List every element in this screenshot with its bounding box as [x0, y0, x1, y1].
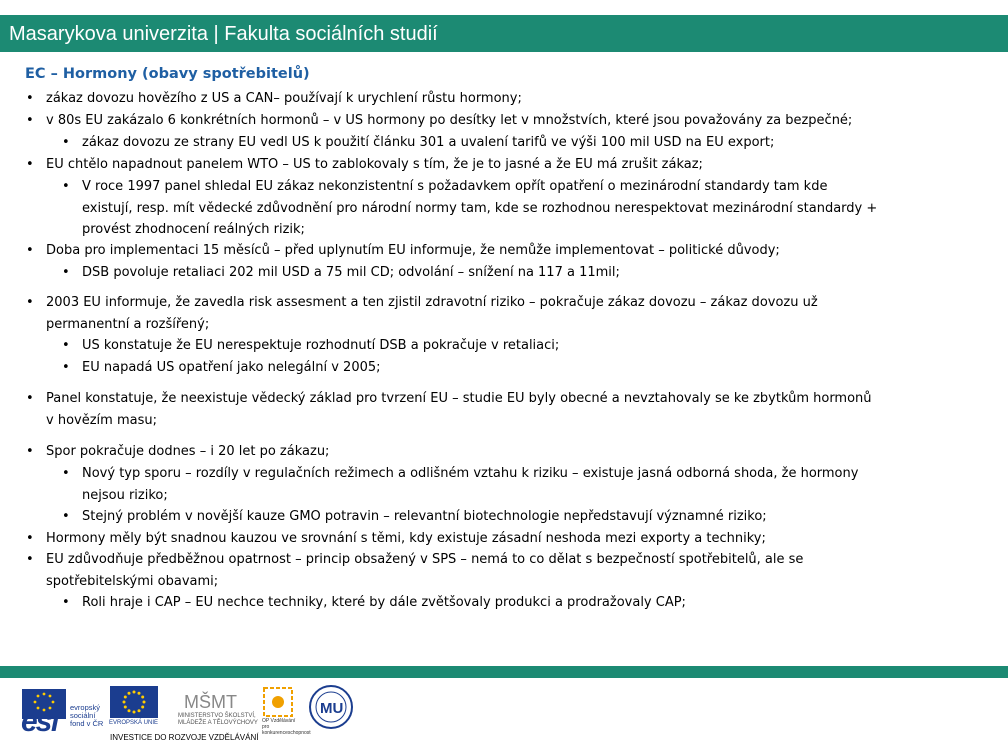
bullet-text-line: Doba pro implementaci 15 měsíců – před uplynutím EU informuje, že nemůže implementovat – politické důvody; [46, 243, 780, 258]
bullet-marker: • [26, 444, 34, 459]
bullet-text-line: v 80s EU zakázalo 6 konkrétních hormonů – v US hormony po desítky let v množstvích, které jsou považovány za bezpečné; [46, 113, 853, 128]
bullet-text-line: EU zdůvodňuje předběžnou opatrnost – princip obsažený v SPS – nemá to co dělat s bezpečností spotřebitelů, ale se [46, 552, 804, 567]
slide-title: EC – Hormony (obavy spotřebitelů) [25, 66, 310, 82]
bullet-text-line: existují, resp. mít vědecké zdůvodnění pro národní normy tam, kde se rozhodnou nerespektovat mezinárodní standardy + [82, 200, 878, 216]
bullet-marker: • [26, 113, 34, 128]
bullet-text-line: Stejný problém v novější kauze GMO potravin – relevantní biotechnologie nepředstavují významné riziko; [82, 509, 767, 524]
eu-flag-icon [110, 686, 158, 718]
bullet-text-line: Nový typ sporu – rozdíly v regulačních režimech a odlišném vztahu k riziku – existuje jasná odborná shoda, že hormony [82, 466, 859, 481]
bullet-text-line: nejsou riziko; [82, 487, 168, 503]
bullet-text-line: v hovězím masu; [46, 412, 157, 428]
bullet-marker: • [62, 466, 70, 481]
bullet-text-line: DSB povoluje retaliaci 202 mil USD a 75 mil CD; odvolání – snížení na 117 a 11mil; [82, 265, 620, 280]
bullet-marker: • [26, 391, 34, 406]
mu-seal-icon [308, 684, 354, 730]
header-title: Masarykova univerzita | Fakulta sociálních studií [9, 23, 438, 45]
bullet-marker: • [26, 157, 34, 172]
bullet-marker: • [26, 295, 34, 310]
msmt-logo-text: MŠMT [184, 692, 237, 712]
op-caption: OP Vzdělávání pro konkurenceschopnost [262, 718, 311, 736]
bullet-text-line: spotřebitelskými obavami; [46, 573, 219, 589]
eu-caption: EVROPSKÁ UNIE [109, 720, 159, 726]
bullet-marker: • [62, 338, 70, 353]
esf-logo: esf [21, 705, 59, 738]
bullet-text-line: 2003 EU informuje, že zavedla risk assesment a ten zjistil zdravotní riziko – pokračuje zákaz dovozu – zákaz dovozu už [46, 295, 818, 310]
bullet-text-line: zákaz dovozu ze strany EU vedl US k použití článku 301 a uvalení tarifů ve výši 100 mil USD na EU export; [82, 135, 775, 150]
op-logo-icon [262, 686, 294, 718]
bullet-marker: • [62, 179, 70, 194]
bullet-text-line: US konstatuje že EU nerespektuje rozhodnutí DSB a pokračuje v retaliaci; [82, 338, 560, 353]
bullet-marker: • [26, 531, 34, 546]
bullet-marker: • [62, 509, 70, 524]
bullet-text-line: Roli hraje i CAP – EU nechce techniky, které by dále zvětšovaly produkci a prodražovaly CAP; [82, 595, 686, 610]
bullet-text-line: Spor pokračuje dodnes – i 20 let po zákazu; [46, 444, 330, 459]
invest-caption: INVESTICE DO ROZVOJE VZDĚLÁVÁNÍ [110, 733, 259, 742]
bullet-text-line: EU chtělo napadnout panelem WTO – US to zablokovaly s tím, že je to jasné a že EU má zrušit zákaz; [46, 157, 703, 172]
bullet-text-line: permanentní a rozšířený; [46, 316, 210, 332]
bullet-text-line: zákaz dovozu hovězího z US a CAN– používají k urychlení růstu hormony; [46, 91, 522, 106]
bullet-marker: • [62, 265, 70, 280]
footer-bar [0, 666, 1008, 678]
mu-logo-text: MU [320, 700, 344, 717]
bullet-text-line: EU napadá US opatření jako nelegální v 2005; [82, 360, 381, 375]
bullet-marker: • [62, 595, 70, 610]
bullet-marker: • [26, 552, 34, 567]
bullet-marker: • [26, 243, 34, 258]
bullet-text-line: V roce 1997 panel shledal EU zákaz nekonzistentní s požadavkem opřít opatření o mezinárodní standardy tam kde [82, 179, 828, 194]
bullet-text-line: Panel konstatuje, že neexistuje vědecký základ pro tvrzení EU – studie EU byly obecné a nevztahovaly se ke zbytkům hormonů [46, 391, 872, 406]
bullet-marker: • [26, 91, 34, 106]
bullet-text-line: provést zhodnocení reálných rizik; [82, 222, 305, 237]
bullet-marker: • [62, 135, 70, 150]
msmt-caption: MINISTERSTVO ŠKOLSTVÍ, MLÁDEŽE A TĚLOVÝCHOVY [178, 713, 258, 726]
bullet-text-line: Hormony měly být snadnou kauzou ve srovnání s těmi, kdy existuje zásadní neshoda mezi exporty a techniky; [46, 531, 766, 546]
bullet-marker: • [62, 360, 70, 375]
esf-caption: evropský sociální fond v ČR [70, 703, 104, 728]
